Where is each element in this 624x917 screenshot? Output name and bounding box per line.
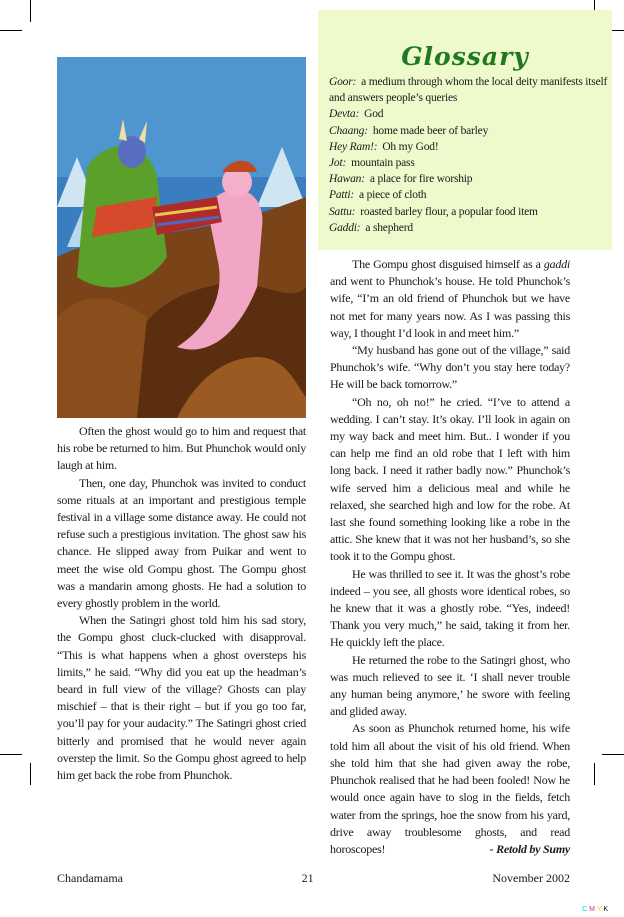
glossary-item [329, 155, 609, 171]
story-right-column [330, 256, 570, 858]
paragraph: Often the ghost would go to him and request that his robe be returned to him. But Phunchok would only laugh at him. [57, 424, 306, 473]
glossary-definition: a piece of cloth [359, 189, 427, 202]
glossary-item [329, 139, 609, 155]
paragraph: “My husband has gone out of the village,” said Phunchok’s wife. “Why don’t you stay here today? He will be back tomorrow.” [330, 343, 570, 392]
glossary-definition: roasted barley flour, a popular food item [360, 205, 538, 218]
glossary-title: Glossary [401, 42, 529, 71]
glossary-term: Chaang: [329, 124, 368, 137]
glossary-definition: a place for fire worship [369, 173, 473, 186]
cmyk-registration [57, 906, 612, 917]
glossary-term: Hawan: [329, 173, 365, 186]
glossary-definition: a shepherd [365, 221, 413, 234]
glossary-list [329, 74, 609, 236]
glossary-term: Hey Ram!: [329, 140, 378, 153]
footer-magazine: Chandamama [57, 871, 123, 886]
paragraph [330, 256, 570, 342]
glossary-item [329, 74, 609, 106]
paragraph: He was thrilled to see it. It was the ghost’s robe indeed – you see, all ghosts wore identical robes, so he knew that it was a ghostly robe. “Yes, indeed! Thank you very much,” he said, taking it from her. He quickly left the place. [330, 566, 570, 650]
glossary-term: Devta: [329, 108, 360, 121]
yellow-mark: Y [596, 906, 602, 914]
glossary-item [329, 123, 609, 139]
footer-date: November 2002 [492, 871, 570, 886]
glossary-item [329, 171, 609, 187]
paragraph [330, 720, 570, 858]
story-illustration [57, 57, 306, 418]
glossary-definition: mountain pass [351, 157, 415, 170]
left-column-wrapper [57, 10, 306, 858]
glossary-term: Sattu: [329, 205, 356, 218]
author-credit: - Retold by Sumy [489, 841, 570, 856]
paragraph: When the Satingri ghost told him his sad story, the Gompu ghost cluck-clucked with disapproval. “This is what happens when a ghost oversteps his limits,” he said. “Why did you eat up the headman’s beard in full view of the village? Ghosts can play mischief – that is their right – but if you go too far, you’ll pay for your audacity.” The Satingri ghost cried bitterly and promised that he would never again overstep the limit. So the Gompu ghost agreed to help him get back the robe from Phunchok. [57, 613, 306, 783]
glossary-item [329, 106, 609, 122]
glossary-box [318, 10, 612, 250]
magenta-mark: M [589, 906, 595, 914]
paragraph: “Oh no, oh no!” he cried. “I’ve to attend a wedding. I can’t stay. It’s okay. I’ll look in again on my way back and meet him. But.. I wonder if you can help me find an old robe that I left with him long back. I need it rather badly now.” Phunchok’s wife served him a delicious meal and while he relaxed, she searched high and low for the robe. At last she found something looking like a robe in the attic. She knew that it was not her husband’s, so she took it to the Gompu ghost. [330, 394, 570, 564]
page-number: 21 [301, 871, 314, 886]
glossary-term: Gaddi: [329, 221, 361, 234]
glossary-term: Jot: [329, 157, 347, 170]
italic-term: gaddi [543, 257, 570, 271]
paragraph: He returned the robe to the Satingri ghost, who was much relieved to see it. ‘I shall never trouble any human being anymore,’ he swore with feeling and glided away. [330, 652, 570, 719]
glossary-item [329, 204, 609, 220]
glossary-definition: a medium through whom the local deity manifests itself and answers people’s queries [329, 76, 608, 105]
text: and went to Phunchok’s house. He told Phunchok’s wife, “I’m an old friend of Phunchok but we have not met for many years now. As I was passing this way, I thought I’d look in and meet him.” [330, 274, 570, 340]
cyan-mark: C [582, 906, 588, 914]
text: The Gompu ghost disguised himself as a [352, 257, 544, 271]
glossary-item [329, 187, 609, 203]
glossary-term: Patti: [329, 189, 354, 202]
text: As soon as Phunchok returned home, his wife told him all about the visit of his old friend. When she told him that she had given away the robe, Phunchok realised that he had been fooled! Now he would once again have to slog in the fields, fetch water from the springs, hoe the snow from his yard, drive away troublesome ghosts, and read horoscopes! [330, 721, 570, 856]
story-left-column [57, 423, 306, 784]
paragraph: Then, one day, Phunchok was invited to conduct some rituals at an important and prestigious temple festival in a village some distance away. He could not refuse such a prestigious invitation. The ghost saw his chance. He slipped away from Puikar and went to meet the wise old Gompu ghost. The Gompu ghost was a mandarin among ghosts. He had a solution to every ghostly problem in the world. [57, 475, 306, 611]
black-mark: K [603, 906, 608, 914]
glossary-definition: God [364, 108, 384, 121]
right-column-wrapper [318, 10, 612, 858]
glossary-item [329, 220, 609, 236]
glossary-definition: Oh my God! [382, 140, 439, 153]
glossary-definition: home made beer of barley [372, 124, 489, 137]
page-footer [57, 870, 570, 886]
glossary-term: Goor: [329, 76, 357, 88]
